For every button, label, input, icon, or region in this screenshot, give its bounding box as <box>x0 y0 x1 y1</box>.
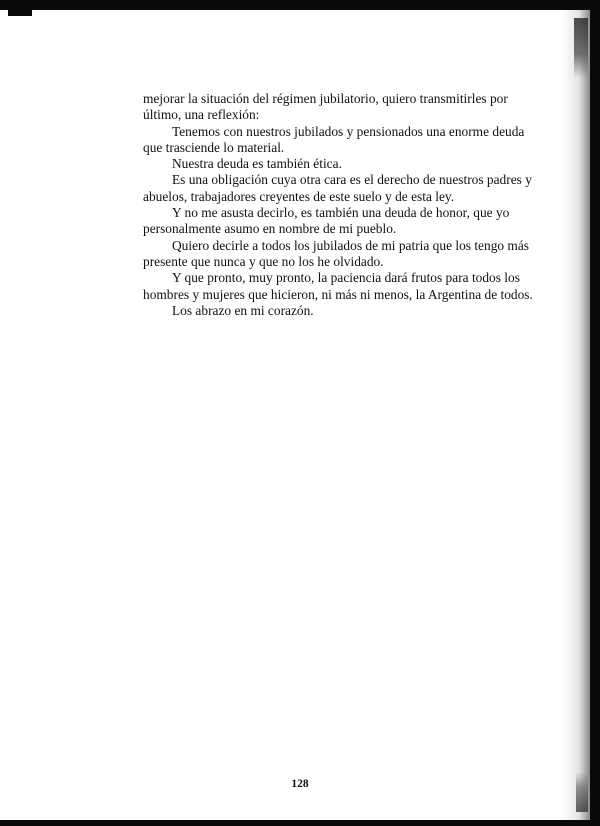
scan-edge-top <box>0 0 600 10</box>
scan-edge-bottom <box>0 820 600 826</box>
binding-mark-top <box>574 18 588 78</box>
paragraph: Nuestra deuda es también ética. <box>172 156 342 172</box>
scan-edge-right <box>590 0 600 826</box>
paragraph: Es una obligación cuya otra cara es el derecho de nuestros padres y abuelos, trabajadores creyentes de este suelo y de esta ley. <box>143 172 532 204</box>
binding-shadow <box>562 10 590 826</box>
paragraph: Tenemos con nuestros jubilados y pensionados una enorme deuda que trasciende lo material. <box>143 123 525 155</box>
body-text <box>143 91 543 319</box>
scan-edge-notch <box>8 10 32 16</box>
paragraph: Quiero decirle a todos los jubilados de mi patria que los tengo más presente que nunca y que no los he olvidado. <box>143 237 530 269</box>
paragraph: Y no me asusta decirlo, es también una deuda de honor, que yo personalmente asumo en nombre de mi pueblo. <box>143 205 510 237</box>
paragraph: Y que pronto, muy pronto, la paciencia dará frutos para todos los hombres y mujeres que hicieron, ni más ni menos, la Argentina de todos. <box>143 270 533 302</box>
paragraph: Los abrazo en mi corazón. <box>172 302 314 318</box>
paragraph: mejorar la situación del régimen jubilatorio, quiero transmitirles por último, una reflexión: <box>143 91 508 123</box>
page-number: 128 <box>291 778 309 790</box>
